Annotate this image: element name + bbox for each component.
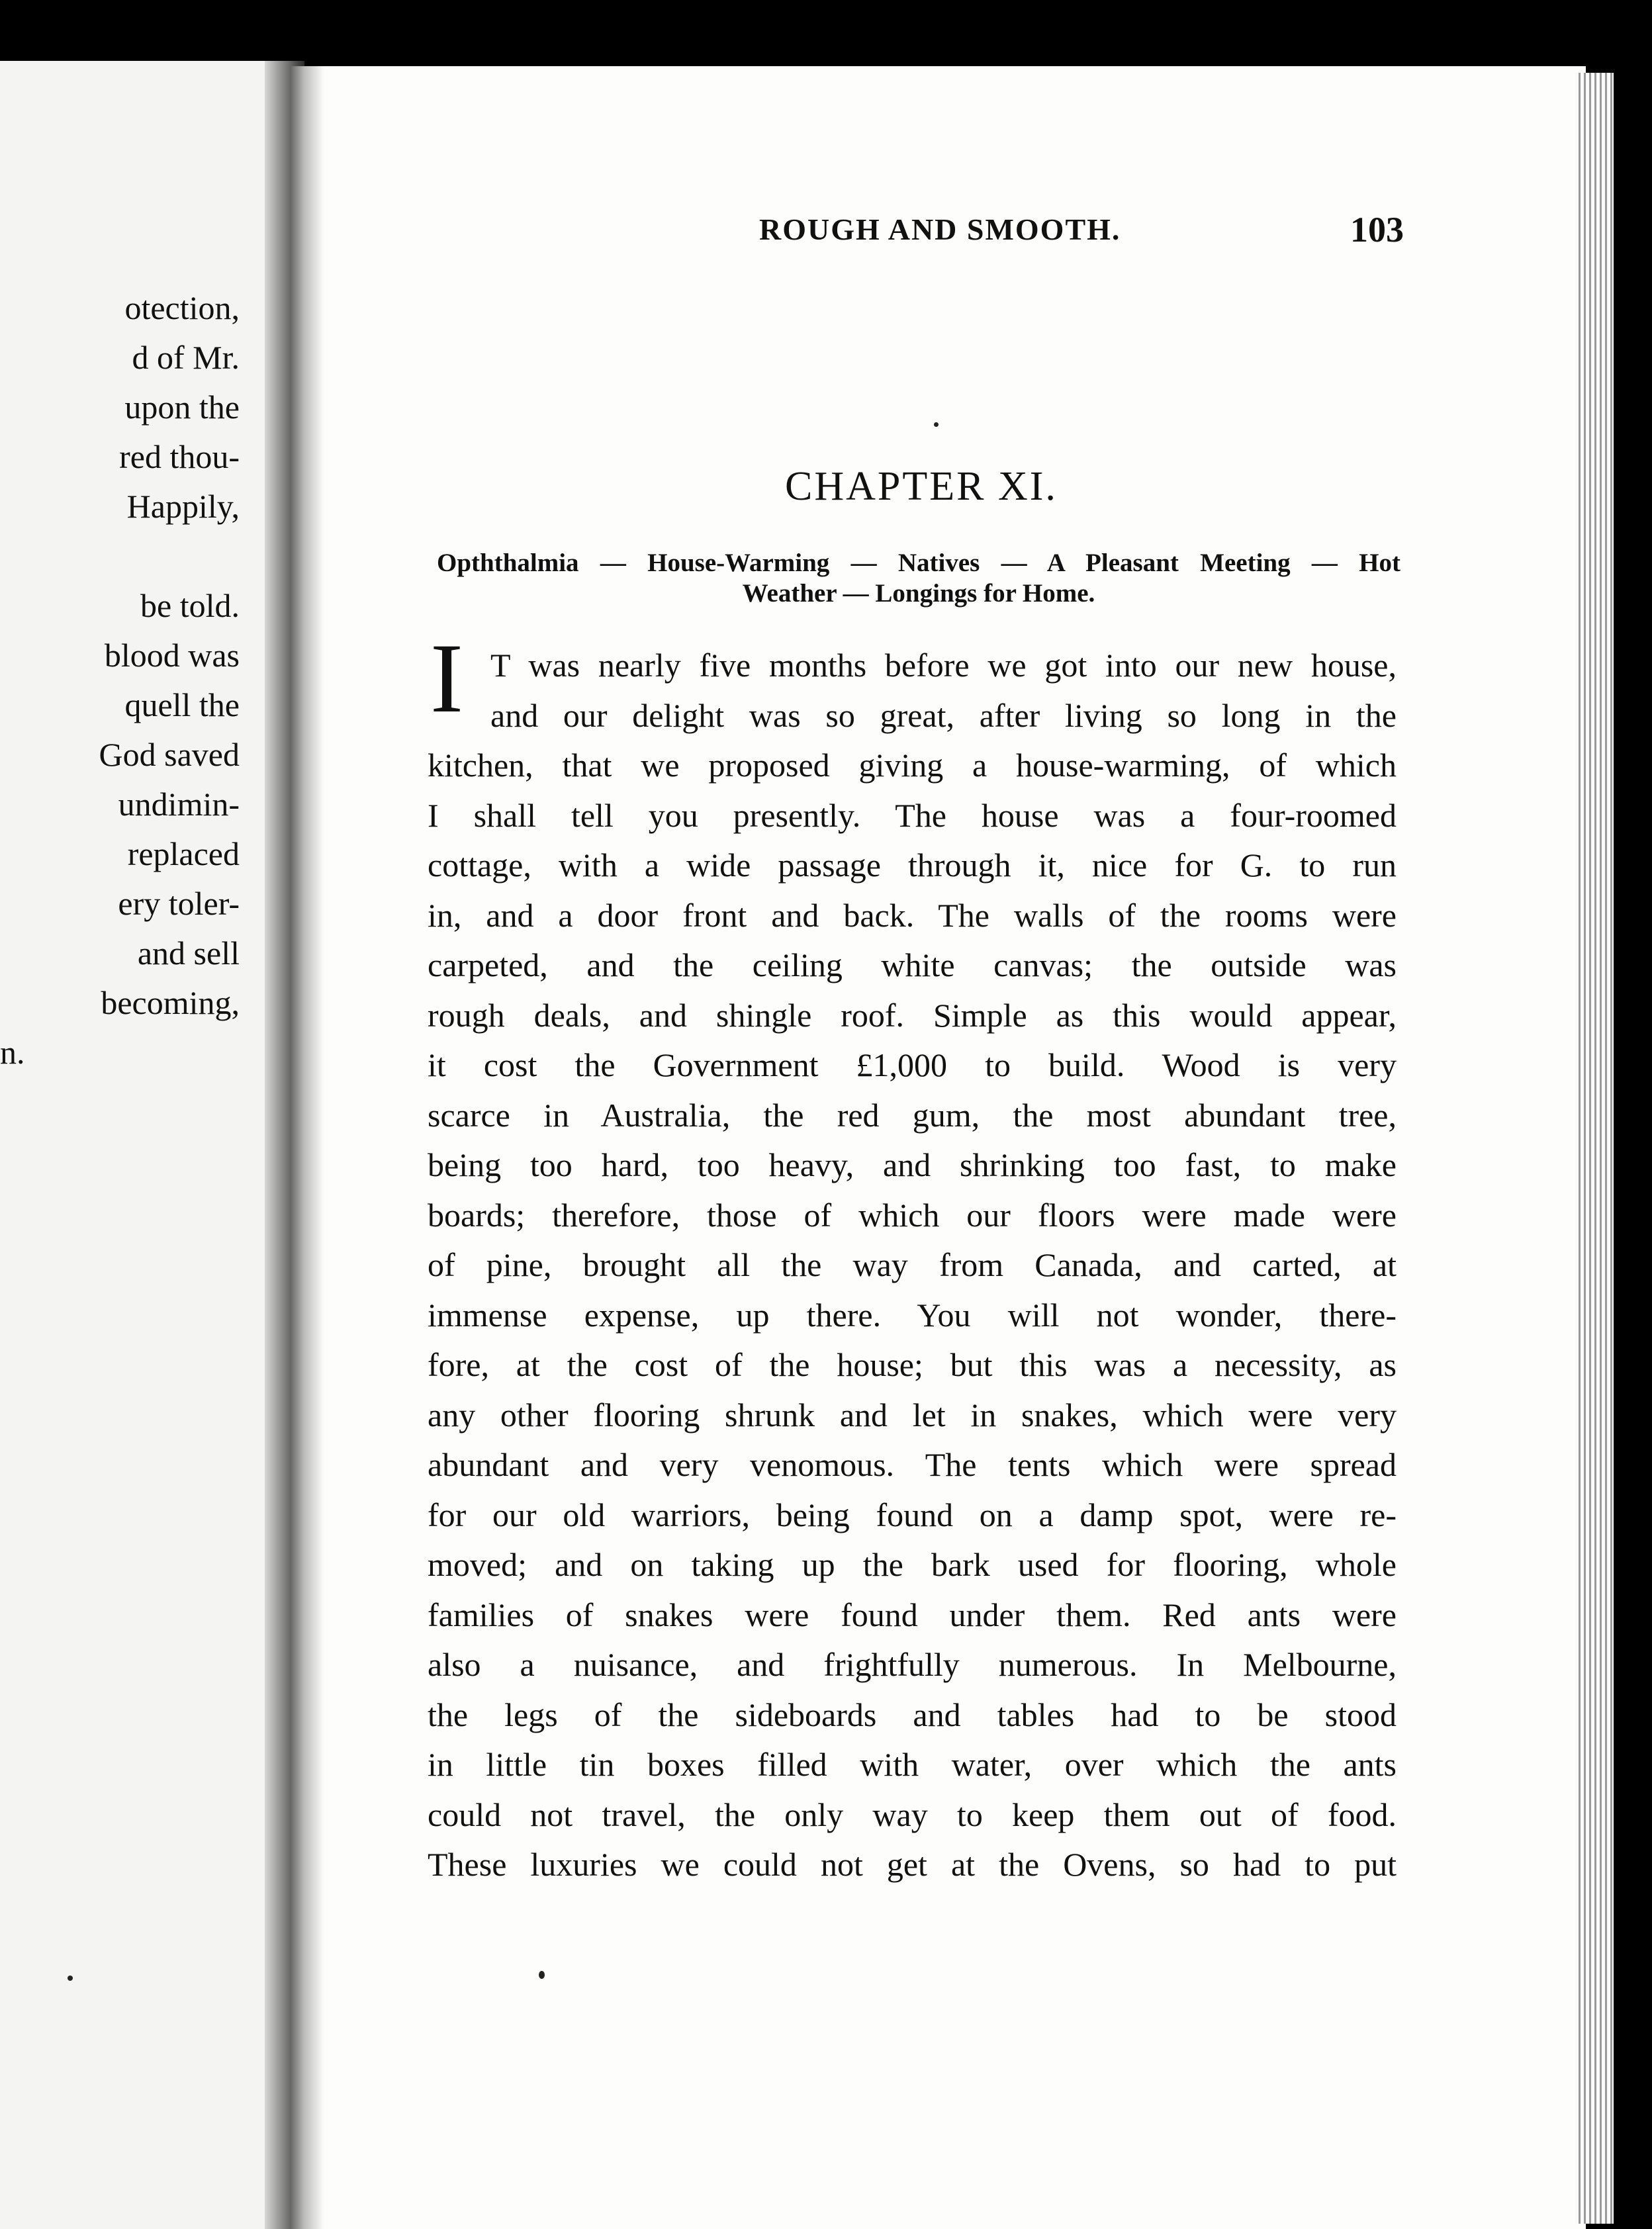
- body-line: it cost the Government £1,000 to build. Wood is very: [428, 1046, 1397, 1083]
- body-line: moved; and on taking up the bark used for flooring, whole: [428, 1546, 1397, 1583]
- body-line: any other flooring shrunk and let in snakes, which were very: [428, 1396, 1397, 1433]
- body-line: the legs of the sideboards and tables had to be stood: [428, 1696, 1397, 1733]
- left-page-line: n.: [0, 1034, 25, 1071]
- left-page-line: be told.: [140, 587, 240, 624]
- body-line: and our delight was so great, after living so long in the: [490, 696, 1397, 734]
- page-edges: [1575, 73, 1614, 2224]
- running-head: ROUGH AND SMOOTH.: [759, 212, 1121, 246]
- left-page-line: red thou-: [119, 438, 240, 475]
- left-facing-page: [0, 61, 286, 2229]
- body-line: could not travel, the only way to keep them out of food.: [428, 1796, 1397, 1833]
- left-page-line: ery toler-: [118, 885, 240, 922]
- left-page-line: quell the: [124, 686, 240, 723]
- body-line: cottage, with a wide passage through it, nice for G. to run: [428, 846, 1397, 884]
- left-page-line: d of Mr.: [132, 339, 240, 376]
- body-line: fore, at the cost of the house; but this was a necessity, as: [428, 1346, 1397, 1383]
- left-page-line: otection,: [124, 289, 240, 326]
- body-line: carpeted, and the ceiling white canvas; the outside was: [428, 946, 1397, 983]
- ink-speck: [934, 422, 939, 427]
- body-line: immense expense, up there. You will not wonder, there-: [428, 1296, 1397, 1334]
- body-line: I shall tell you presently. The house was a four-roomed: [428, 796, 1397, 834]
- ink-speck: [68, 1976, 73, 1981]
- body-line: These luxuries we could not get at the Ovens, so had to put: [428, 1846, 1397, 1883]
- left-page-line: replaced: [127, 835, 240, 872]
- body-line: being too hard, too heavy, and shrinking too fast, to make: [428, 1146, 1397, 1183]
- body-text: [428, 641, 1397, 1890]
- body-line: of pine, brought all the way from Canada, and carted, at: [428, 1246, 1397, 1283]
- body-line: in, and a door front and back. The walls of the rooms were: [428, 896, 1397, 934]
- body-line: kitchen, that we proposed giving a house-warming, of which: [428, 747, 1397, 784]
- body-line: also a nuisance, and frightfully numerous. In Melbourne,: [428, 1646, 1397, 1683]
- chapter-title: CHAPTER XI.: [785, 464, 1058, 509]
- body-line: in little tin boxes filled with water, over which the ants: [428, 1746, 1397, 1783]
- body-line: boards; therefore, those of which our floors were made were: [428, 1196, 1397, 1234]
- body-line: T was nearly five months before we got into our new house,: [490, 647, 1397, 684]
- drop-cap: I: [430, 623, 463, 733]
- left-page-line: becoming,: [101, 984, 240, 1021]
- body-line: abundant and very venomous. The tents which were spread: [428, 1446, 1397, 1483]
- page-number: 103: [1350, 210, 1404, 250]
- gutter-shadow: [291, 66, 324, 2229]
- chapter-synopsis: [437, 548, 1400, 609]
- synopsis-line: Opththalmia — House-Warming — Natives — A Pleasant Meeting — Hot: [437, 549, 1400, 577]
- left-page-line: blood was: [104, 637, 240, 674]
- left-page-line: upon the: [124, 388, 240, 426]
- body-line: rough deals, and shingle roof. Simple as this would appear,: [428, 996, 1397, 1034]
- synopsis-line: Weather — Longings for Home.: [742, 579, 1095, 608]
- left-page-line: and sell: [137, 934, 240, 972]
- ink-speck: [539, 1971, 545, 1979]
- left-page-line: undimin-: [118, 786, 240, 823]
- left-page-line: Happily,: [126, 488, 240, 525]
- body-line: scarce in Australia, the red gum, the most abundant tree,: [428, 1096, 1397, 1134]
- left-page-line: God saved: [99, 736, 240, 773]
- body-line: families of snakes were found under them. Red ants were: [428, 1596, 1397, 1633]
- body-line: for our old warriors, being found on a damp spot, were re-: [428, 1496, 1397, 1533]
